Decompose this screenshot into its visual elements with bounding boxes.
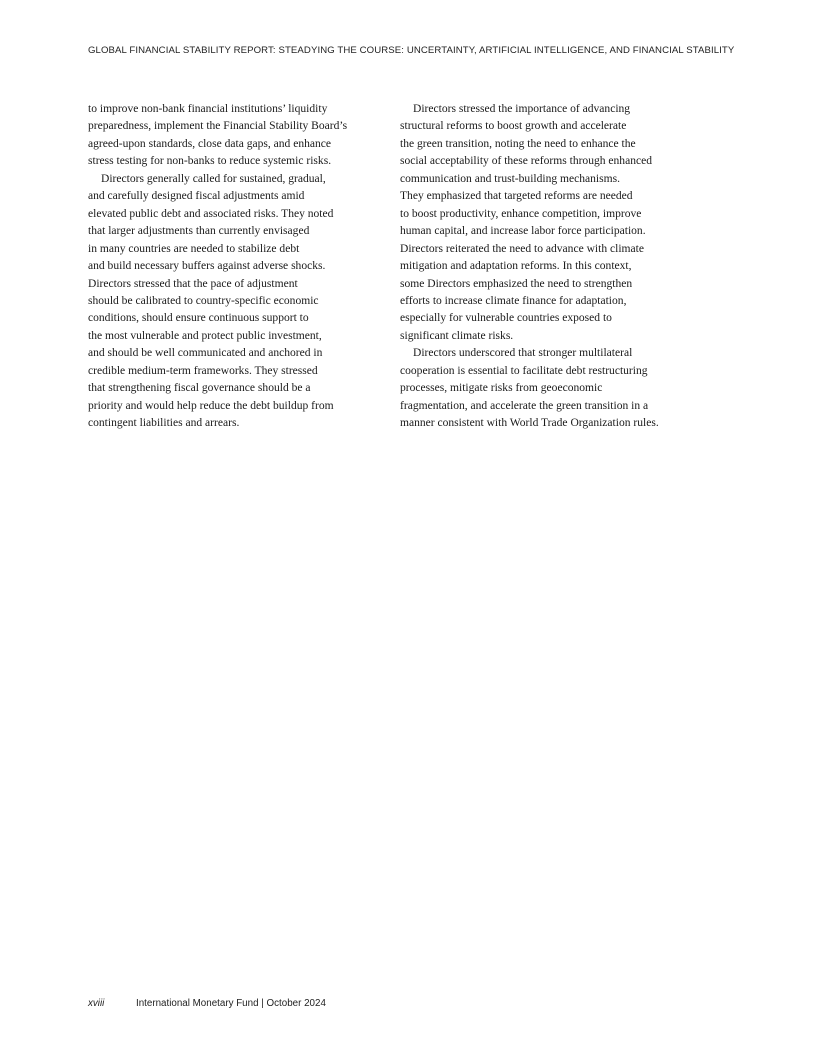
text-line: that strengthening fiscal governance should be a xyxy=(88,382,311,395)
text-line: processes, mitigate risks from geoeconomic xyxy=(400,382,603,395)
text-line: and carefully designed fiscal adjustments amid xyxy=(88,190,305,203)
text-line: elevated public debt and associated risks. They noted xyxy=(88,207,334,220)
text-line: credible medium-term frameworks. They stressed xyxy=(88,364,318,377)
text-line: in many countries are needed to stabilize debt xyxy=(88,242,300,255)
text-line: the green transition, noting the need to enhance the xyxy=(400,137,636,150)
text-line: communication and trust-building mechanisms. xyxy=(400,172,620,185)
text-line: social acceptability of these reforms through enhanced xyxy=(400,155,653,168)
paragraph-start-line: Directors underscored that stronger multilateral xyxy=(413,347,633,360)
text-line: to boost productivity, enhance competition, improve xyxy=(400,207,642,220)
paragraph-start-line: Directors generally called for sustained, gradual, xyxy=(101,172,326,185)
text-line: and build necessary buffers against adverse shocks. xyxy=(88,260,326,273)
text-line: to improve non-bank financial institutions’ liquidity xyxy=(88,103,328,115)
text-line: that larger adjustments than currently envisaged xyxy=(88,225,310,238)
paragraph-start-line: Directors stressed the importance of advancing xyxy=(413,103,631,115)
text-line: manner consistent with World Trade Organization rules. xyxy=(400,417,659,430)
text-line: agreed-upon standards, close data gaps, and enhance xyxy=(88,137,332,150)
text-line: priority and would help reduce the debt buildup from xyxy=(88,399,334,412)
right-column xyxy=(400,101,700,433)
text-line: Directors reiterated the need to advance with climate xyxy=(400,242,644,255)
text-line: stress testing for non-banks to reduce systemic risks. xyxy=(88,155,332,168)
footer-publisher-date: International Monetary Fund | October 2024 xyxy=(136,998,326,1009)
text-line: conditions, should ensure continuous support to xyxy=(88,312,309,325)
text-line: significant climate risks. xyxy=(400,329,514,342)
text-line: They emphasized that targeted reforms are needed xyxy=(400,190,633,203)
page-footer xyxy=(88,998,326,1009)
page-number: xviii xyxy=(88,998,105,1009)
text-line: preparedness, implement the Financial Stability Board’s xyxy=(88,120,348,133)
text-line: contingent liabilities and arrears. xyxy=(88,417,240,430)
text-line: and should be well communicated and anchored in xyxy=(88,347,323,360)
text-line: efforts to increase climate finance for adaptation, xyxy=(400,294,627,307)
running-header: GLOBAL FINANCIAL STABILITY REPORT: STEADYING THE COURSE: UNCERTAINTY, ARTIFICIAL INTELLIGENCE, AND FINANCIAL STABILITY xyxy=(88,45,735,56)
text-line: fragmentation, and accelerate the green transition in a xyxy=(400,399,649,412)
text-line: some Directors emphasized the need to strengthen xyxy=(400,277,633,290)
left-column xyxy=(88,101,388,433)
text-line: cooperation is essential to facilitate debt restructuring xyxy=(400,364,648,377)
text-line: the most vulnerable and protect public investment, xyxy=(88,329,322,342)
text-line: should be calibrated to country-specific economic xyxy=(88,294,319,307)
text-line: especially for vulnerable countries exposed to xyxy=(400,312,612,325)
text-line: mitigation and adaptation reforms. In this context, xyxy=(400,260,632,273)
text-line: Directors stressed that the pace of adjustment xyxy=(88,277,298,290)
text-line: human capital, and increase labor force participation. xyxy=(400,225,646,238)
text-line: structural reforms to boost growth and accelerate xyxy=(400,120,627,133)
